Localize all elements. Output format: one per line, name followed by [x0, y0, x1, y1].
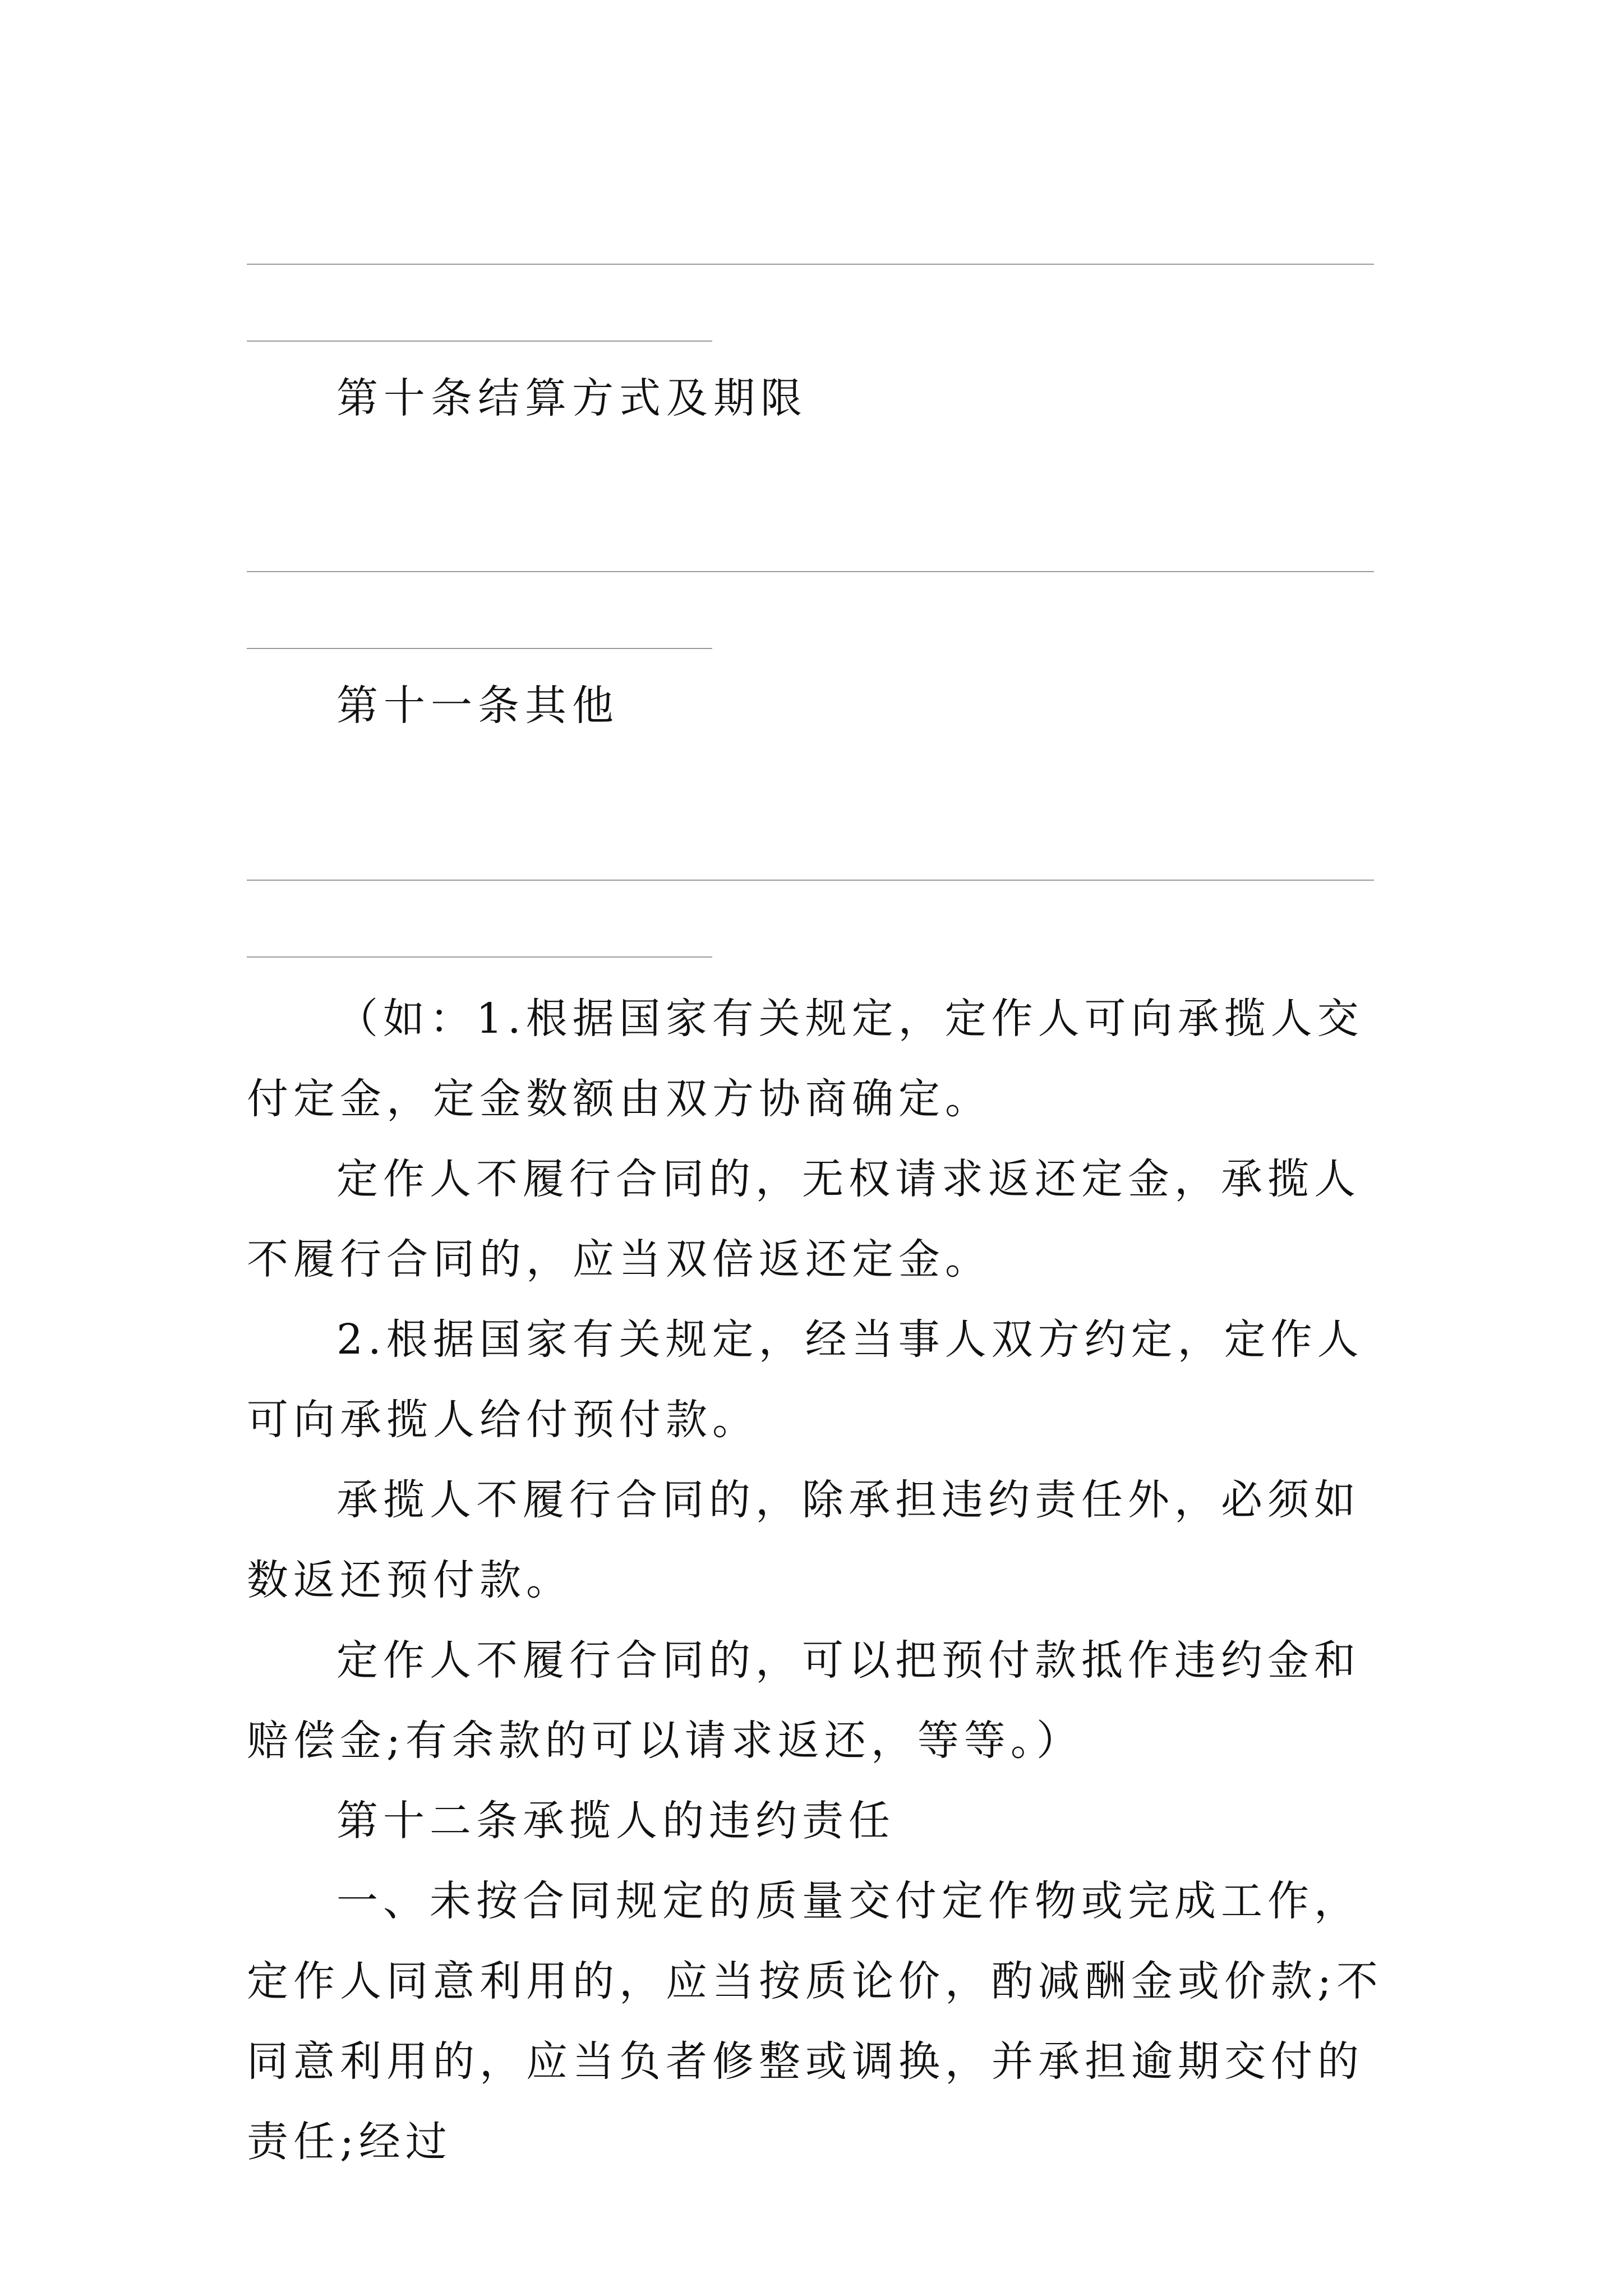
fill-in-line [247, 956, 712, 958]
section-heading-12: 第十二条承揽人的违约责任 [336, 1797, 895, 1845]
fill-in-line [247, 648, 712, 649]
fill-in-line [247, 341, 712, 342]
section-heading-11: 第十一条其他 [336, 682, 619, 730]
paragraph-quality-liability: 一、未按合同规定的质量交付定作物或完成工作，定作人同意利用的，应当按质论价，酌减酬金或价款;不同意利用的，应当负者修整或调换，并承担逾期交付的责任;经过 [247, 1877, 1383, 2166]
fill-in-line [247, 264, 1374, 265]
paragraph-deposit: （如：1.根据国家有关规定，定作人可向承揽人交付定金，定金数额由双方协商确定。 [247, 995, 1364, 1123]
section-heading-10: 第十条结算方式及期限 [336, 374, 808, 422]
paragraph-prepayment-contractor-breach: 承揽人不履行合同的，除承担违约责任外，必须如数返还预付款。 [247, 1476, 1361, 1604]
paragraph-prepayment: 2.根据国家有关规定，经当事人双方约定，定作人可向承揽人给付预付款。 [247, 1315, 1364, 1444]
paragraph-prepayment-orderer-breach: 定作人不履行合同的，可以把预付款抵作违约金和赔偿金;有余款的可以请求返还，等等。） [247, 1636, 1361, 1765]
fill-in-line [247, 880, 1374, 881]
paragraph-deposit-breach: 定作人不履行合同的，无权请求返还定金，承揽人不履行合同的，应当双倍返还定金。 [247, 1155, 1361, 1283]
fill-in-line [247, 571, 1374, 572]
